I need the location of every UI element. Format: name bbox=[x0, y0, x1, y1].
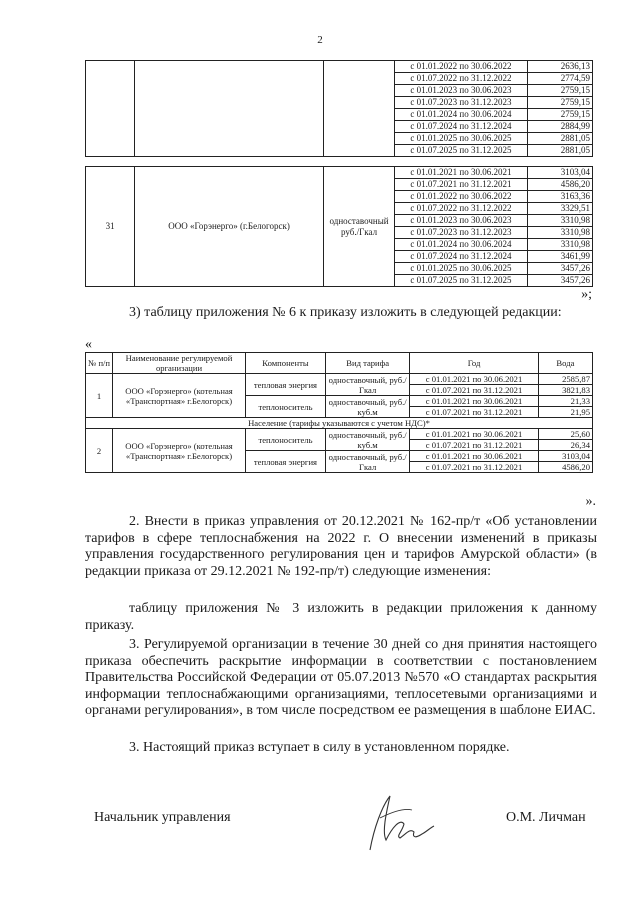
row2-num: 2 bbox=[86, 429, 113, 473]
value-cell: 3461,99 bbox=[527, 251, 592, 263]
value-cell: 2759,15 bbox=[527, 97, 592, 109]
row2-tariff-1: одноставочный, руб./куб.м bbox=[326, 429, 410, 451]
tariff-table-continuation bbox=[85, 60, 593, 157]
value-cell: 3103,04 bbox=[538, 451, 592, 462]
period-cell: с 01.07.2021 по 31.12.2021 bbox=[410, 462, 539, 473]
period-cell: с 01.07.2021 по 31.12.2021 bbox=[410, 407, 539, 418]
handwritten-signature bbox=[352, 788, 442, 858]
value-cell: 3457,26 bbox=[527, 275, 592, 287]
paragraph-3: 3. Регулируемой организации в течение 30 дней со дня принятия настоящего приказа обеспечить раскрытие информации в соответствии с постановлением Правительства Российской Федерации от 05.07.2013 №570 «О стандартах раскрытия информации теплоснабжающими организациями, теплосетевыми организациями и органами регулирования», в том числе посредством ее размещения в шаблоне ЕИАС. bbox=[85, 637, 597, 718]
value-cell: 3310,98 bbox=[527, 227, 592, 239]
row1-num: 1 bbox=[86, 374, 113, 418]
paragraph-4: 3. Настоящий приказ вступает в силу в установленном порядке. bbox=[129, 740, 510, 755]
value-cell: 2759,15 bbox=[527, 109, 592, 121]
header-component: Компоненты bbox=[245, 353, 325, 374]
period-cell: с 01.01.2021 по 30.06.2021 bbox=[410, 429, 539, 440]
period-cell: с 01.01.2025 по 30.06.2025 bbox=[395, 263, 528, 275]
value-cell: 2585,87 bbox=[538, 374, 592, 385]
value-cell: 3103,04 bbox=[527, 167, 592, 179]
header-water: Вода bbox=[538, 353, 592, 374]
period-cell: с 01.01.2025 по 30.06.2025 bbox=[395, 133, 528, 145]
period-cell: с 01.07.2023 по 31.12.2023 bbox=[395, 97, 528, 109]
value-cell: 2759,15 bbox=[527, 85, 592, 97]
value-cell: 4586,20 bbox=[538, 462, 592, 473]
period-cell: с 01.07.2025 по 31.12.2025 bbox=[395, 275, 528, 287]
row1-tariff-2: одноставочный, руб./куб.м bbox=[326, 396, 410, 418]
period-cell: с 01.07.2022 по 31.12.2022 bbox=[395, 73, 528, 85]
period-cell: с 01.01.2024 по 30.06.2024 bbox=[395, 239, 528, 251]
item-3-text: 3) таблицу приложения № 6 к приказу изложить в следующей редакции: bbox=[129, 305, 562, 320]
opening-quote: « bbox=[85, 337, 92, 352]
paragraph-2b: таблицу приложения № 3 изложить в редакции приложения к данному приказу. bbox=[85, 601, 597, 633]
period-cell: с 01.01.2022 по 30.06.2022 bbox=[395, 191, 528, 203]
signer-title: Начальник управления bbox=[94, 810, 231, 825]
num-cell: 31 bbox=[86, 167, 135, 287]
paragraph-2: 2. Внести в приказ управления от 20.12.2021 № 162-пр/т «Об установлении тарифов в сфере теплоснабжения на 2022 г. О внесении изменений в приказы управления государственного регулирования цен и тарифов Амурской области» (в редакции приказа от 29.12.2021 № 192-пр/т) следующие изменения: bbox=[85, 514, 597, 579]
value-cell: 2881,05 bbox=[527, 145, 592, 157]
table-row bbox=[86, 167, 593, 179]
closing-quote-1: »; bbox=[581, 287, 592, 302]
period-cell: с 01.07.2024 по 31.12.2024 bbox=[395, 251, 528, 263]
value-cell: 3329,51 bbox=[527, 203, 592, 215]
period-cell: с 01.07.2023 по 31.12.2023 bbox=[395, 227, 528, 239]
period-cell: с 01.01.2023 по 30.06.2023 bbox=[395, 215, 528, 227]
header-year: Год bbox=[410, 353, 539, 374]
value-cell: 2774,59 bbox=[527, 73, 592, 85]
population-row: Население (тарифы указываются с учетом НДС)* bbox=[86, 418, 593, 429]
header-tariff: Вид тарифа bbox=[326, 353, 410, 374]
value-cell: 3163,36 bbox=[527, 191, 592, 203]
period-cell: с 01.01.2021 по 30.06.2021 bbox=[395, 167, 528, 179]
org-cell bbox=[135, 61, 324, 157]
period-cell: с 01.07.2021 по 31.12.2021 bbox=[395, 179, 528, 191]
num-cell bbox=[86, 61, 135, 157]
signer-name: О.М. Личман bbox=[506, 810, 586, 825]
period-cell: с 01.01.2023 по 30.06.2023 bbox=[395, 85, 528, 97]
closing-quote-2: ». bbox=[585, 494, 596, 509]
value-cell: 2884,99 bbox=[527, 121, 592, 133]
row1-tariff-1: одноставочный, руб./Гкал bbox=[326, 374, 410, 396]
row2-component-2: тепловая энергия bbox=[245, 451, 325, 473]
kind-cell: одноставочный руб./Гкал bbox=[323, 167, 394, 287]
row2-org: ООО «Горэнерго» (котельная «Транспортная» г.Белогорск) bbox=[113, 429, 246, 473]
period-cell: с 01.07.2021 по 31.12.2021 bbox=[410, 440, 539, 451]
row1-component-2: теплоноситель bbox=[245, 396, 325, 418]
appendix-table bbox=[85, 352, 593, 473]
value-cell: 3457,26 bbox=[527, 263, 592, 275]
period-cell: с 01.01.2021 по 30.06.2021 bbox=[410, 374, 539, 385]
row1-component-1: тепловая энергия bbox=[245, 374, 325, 396]
org-cell: ООО «Горэнерго» (г.Белогорск) bbox=[135, 167, 324, 287]
value-cell: 3821,83 bbox=[538, 385, 592, 396]
value-cell: 3310,98 bbox=[527, 239, 592, 251]
period-cell: с 01.01.2021 по 30.06.2021 bbox=[410, 396, 539, 407]
table-row bbox=[86, 61, 593, 73]
value-cell: 2636,13 bbox=[527, 61, 592, 73]
value-cell: 3310,98 bbox=[527, 215, 592, 227]
row2-component-1: теплоноситель bbox=[245, 429, 325, 451]
value-cell: 21,95 bbox=[538, 407, 592, 418]
tariff-table-row-31 bbox=[85, 166, 593, 287]
period-cell: с 01.01.2021 по 30.06.2021 bbox=[410, 451, 539, 462]
header-num: № п/п bbox=[86, 353, 113, 374]
period-cell: с 01.07.2021 по 31.12.2021 bbox=[410, 385, 539, 396]
page-number: 2 bbox=[317, 34, 323, 46]
row2-tariff-2: одноставочный, руб./Гкал bbox=[326, 451, 410, 473]
period-cell: с 01.01.2024 по 30.06.2024 bbox=[395, 109, 528, 121]
value-cell: 4586,20 bbox=[527, 179, 592, 191]
period-cell: с 01.07.2024 по 31.12.2024 bbox=[395, 121, 528, 133]
period-cell: с 01.07.2022 по 31.12.2022 bbox=[395, 203, 528, 215]
value-cell: 21,33 bbox=[538, 396, 592, 407]
row1-org: ООО «Горэнерго» (котельная «Транспортная» г.Белогорск) bbox=[113, 374, 246, 418]
period-cell: с 01.01.2022 по 30.06.2022 bbox=[395, 61, 528, 73]
period-cell: с 01.07.2025 по 31.12.2025 bbox=[395, 145, 528, 157]
kind-cell bbox=[323, 61, 394, 157]
value-cell: 25,60 bbox=[538, 429, 592, 440]
value-cell: 26,34 bbox=[538, 440, 592, 451]
value-cell: 2881,05 bbox=[527, 133, 592, 145]
header-org: Наименование регулируемой организации bbox=[113, 353, 246, 374]
